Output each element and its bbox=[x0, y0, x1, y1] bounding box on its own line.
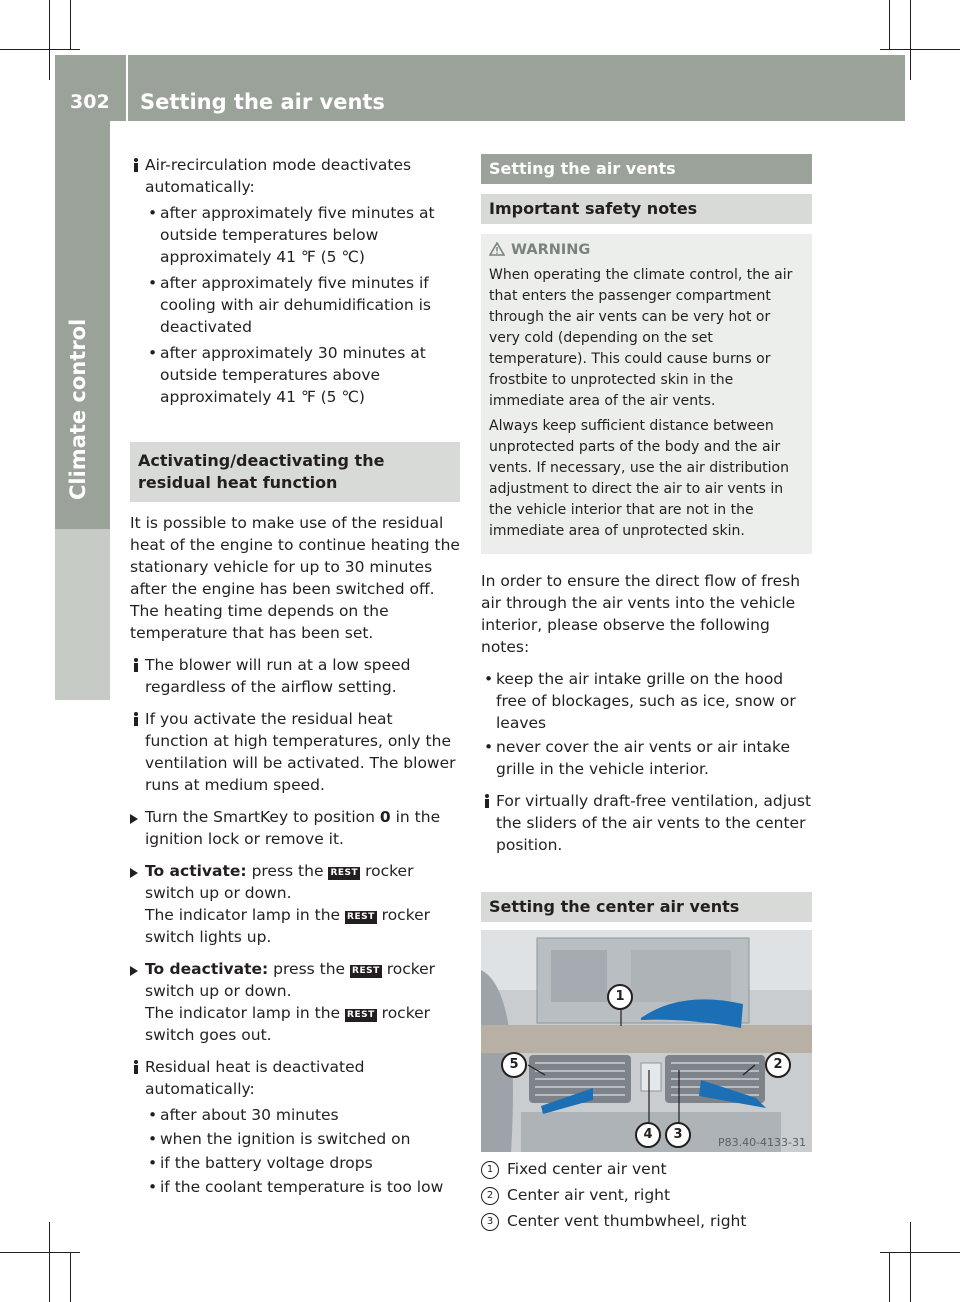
callout-2: 2 bbox=[765, 1052, 791, 1078]
info-icon bbox=[481, 794, 493, 808]
warning-paragraph: Always keep sufficient distance between unprotected parts of the body and the air vents. If necessary, use the air distribution adjustment to direct the air to air vents in the vehicle interior that are not in the immediate area of unprotected skin. bbox=[489, 418, 789, 539]
list-item: • after approximately 30 minutes at outside temperatures above approximately 41 ℉ (5 ℃) bbox=[145, 342, 460, 408]
list-item: • after about 30 minutes bbox=[145, 1104, 460, 1126]
callout-3: 3 bbox=[665, 1122, 691, 1148]
warning-icon bbox=[489, 242, 505, 256]
crop-mark bbox=[910, 0, 911, 80]
rest-button-symbol: REST bbox=[330, 868, 359, 878]
rest-button-symbol: REST bbox=[347, 912, 375, 922]
list-item: • after approximately five minutes if cooling with air dehumidification is deactivated bbox=[145, 272, 460, 338]
legend-item: 2 Center air vent, right bbox=[481, 1184, 812, 1206]
legend-item: 3 Center vent thumbwheel, right bbox=[481, 1210, 812, 1232]
list-item: • if the coolant temperature is too low bbox=[145, 1176, 460, 1198]
page-title: Setting the air vents bbox=[140, 90, 385, 114]
paragraph: In order to ensure the direct flow of fresh air through the air vents into the vehicle interior, please observe the following notes: bbox=[481, 572, 801, 656]
rest-button-symbol: REST bbox=[347, 1010, 375, 1020]
center-vents-figure bbox=[481, 930, 812, 1152]
crop-mark bbox=[880, 1252, 960, 1253]
info-icon bbox=[130, 712, 142, 726]
info-icon bbox=[130, 658, 142, 672]
list-item: • when the ignition is switched on bbox=[145, 1128, 460, 1150]
callout-5: 5 bbox=[501, 1052, 527, 1078]
crop-mark bbox=[910, 1222, 911, 1302]
legend-item: 1 Fixed center air vent bbox=[481, 1158, 812, 1180]
page-number: 302 bbox=[70, 91, 110, 113]
info-icon bbox=[130, 1060, 142, 1074]
side-tab-lower bbox=[55, 529, 110, 700]
list-item: • if the battery voltage drops bbox=[145, 1152, 460, 1174]
crop-mark bbox=[889, 1252, 890, 1302]
callout-4: 4 bbox=[635, 1122, 661, 1148]
info-note: If you activate the residual heat function at high temperatures, only the ventilation will be activated. The blower runs at medium speed. bbox=[130, 708, 460, 796]
section-title: Setting the air vents bbox=[481, 154, 812, 184]
info-icon bbox=[130, 158, 142, 172]
rest-button-symbol: REST bbox=[352, 966, 380, 976]
header-separator bbox=[126, 55, 128, 121]
legend-number: 3 bbox=[481, 1213, 499, 1231]
paragraph: It is possible to make use of the residual heat of the engine to continue heating the stationary vehicle for up to 30 minutes after the engine has been switched off. The heating time depends on the temperature that has been set. bbox=[130, 514, 460, 642]
info-note: The blower will run at a low speed regardless of the airflow setting. bbox=[130, 654, 460, 698]
list-item: • after approximately five minutes at outside temperatures below approximately 41 ℉ (5 ℃) bbox=[145, 202, 460, 268]
info-note: Residual heat is deactivated automatically: • after about 30 minutes • when the ignition is switched on • if the battery voltage drops • if the coolant temperature is too low bbox=[130, 1056, 460, 1198]
crop-mark bbox=[0, 1252, 80, 1253]
right-column bbox=[481, 154, 812, 1236]
list-item: • keep the air intake grille on the hood free of blockages, such as ice, snow or leaves bbox=[481, 668, 812, 734]
instruction-step: To deactivate: press the REST rocker switch up or down. The indicator lamp in the REST rocker switch goes out. bbox=[130, 958, 460, 1046]
callout-1: 1 bbox=[607, 984, 633, 1010]
crop-mark bbox=[70, 0, 71, 50]
crop-mark bbox=[889, 0, 890, 50]
instruction-step: Turn the SmartKey to position 0 in the ignition lock or remove it. bbox=[130, 806, 460, 850]
side-tab-label: Climate control bbox=[66, 318, 90, 500]
section-heading: Activating/deactivating the residual heat function bbox=[130, 442, 460, 502]
crop-mark bbox=[880, 49, 960, 50]
instruction-step: To activate: press the REST rocker switch up or down. The indicator lamp in the REST rocker switch lights up. bbox=[130, 860, 460, 948]
legend-number: 2 bbox=[481, 1187, 499, 1205]
figure-code: P83.40-4133-31 bbox=[717, 1136, 806, 1149]
info-note: Air-recirculation mode deactivates automatically: • after approximately five minutes at outside temperatures below approximately 41 ℉ (5 ℃) • after approximately five minutes if cooling with air dehumidification is deactivated • after approximately 30 minutes at outside temperatures above approximately 41 ℉ (5 ℃) bbox=[130, 154, 460, 408]
left-column bbox=[130, 154, 460, 1208]
crop-mark bbox=[49, 1222, 50, 1302]
list-item: • never cover the air vents or air intake grille in the vehicle interior. bbox=[481, 736, 812, 780]
crop-mark bbox=[0, 49, 80, 50]
subsection-title: Setting the center air vents bbox=[481, 892, 812, 922]
warning-box bbox=[481, 234, 812, 554]
warning-heading: WARNING bbox=[489, 240, 804, 261]
dashboard-illustration bbox=[481, 930, 812, 1152]
crop-mark bbox=[70, 1252, 71, 1302]
warning-paragraph: When operating the climate control, the air that enters the passenger compartment through the air vents can be very hot or very cold (depending on the set temperature). This could cause burns or frostbite to unprotected skin in the immediate area of the air vents. bbox=[489, 267, 793, 409]
crop-mark bbox=[49, 0, 50, 80]
info-note: For virtually draft-free ventilation, adjust the sliders of the air vents to the center position. bbox=[481, 790, 812, 856]
legend-number: 1 bbox=[481, 1161, 499, 1179]
subsection-title: Important safety notes bbox=[481, 194, 812, 224]
